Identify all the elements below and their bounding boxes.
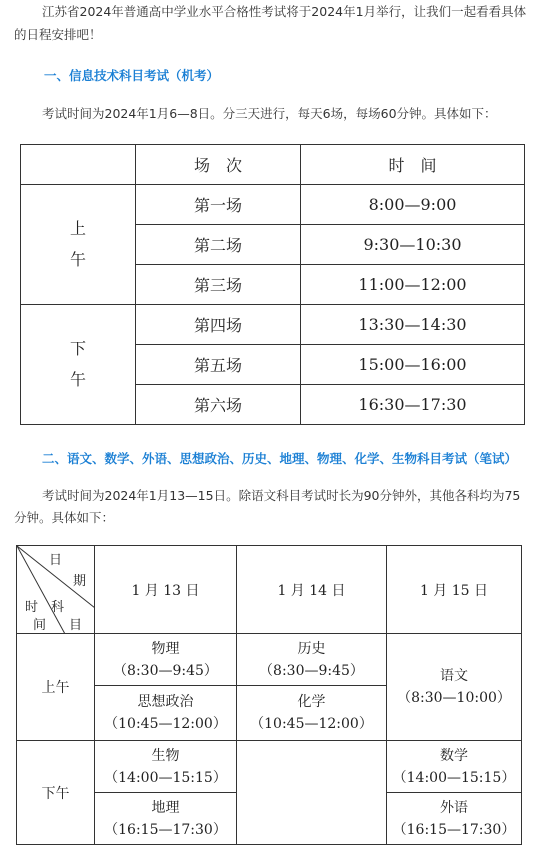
corner-label-ke: 科 (51, 600, 65, 615)
corner-label-mu: 目 (69, 618, 83, 633)
date-header-14: 1 月 14 日 (237, 546, 387, 634)
empty-header-cell (21, 145, 136, 185)
section2-description-line-2: 分钟。具体如下： (14, 510, 115, 525)
time-cell: 16:30—17:30 (301, 385, 525, 425)
corner-label-jian: 间 (33, 618, 47, 633)
section1-heading: 一、信息技术科目考试（机考） (44, 68, 220, 83)
exam-cell-politics: 思想政治 （10:45—12:00） (95, 686, 237, 741)
header-time: 时 间 (301, 145, 525, 185)
intro-line-1: 江苏省2024年普通高中学业水平合格性考试将于2024年1月举行，让我们一起看看具体 (42, 4, 527, 19)
table-row (21, 305, 525, 345)
exam-cell-biology: 生物 （14:00—15:15） (95, 741, 237, 793)
afternoon-label: 下 午 (21, 305, 136, 425)
morning-label: 上午 (17, 634, 95, 741)
time-cell: 9:30—10:30 (301, 225, 525, 265)
table-header-row (21, 145, 525, 185)
session-cell: 第五场 (136, 345, 301, 385)
session-cell: 第六场 (136, 385, 301, 425)
corner-label-ri: 日 (49, 553, 63, 568)
time-cell: 13:30—14:30 (301, 305, 525, 345)
exam-cell-foreign-language: 外语 （16:15—17:30） (387, 793, 522, 845)
intro-line-2: 的日程安排吧！ (14, 27, 102, 42)
date-header-15: 1 月 15 日 (387, 546, 522, 634)
header-session: 场 次 (136, 145, 301, 185)
date-header-13: 1 月 13 日 (95, 546, 237, 634)
afternoon-label: 下午 (17, 741, 95, 845)
written-exam-schedule-table (16, 545, 522, 845)
it-exam-schedule-table (20, 144, 525, 425)
exam-cell-chinese: 语文 （8:30—10:00） (387, 634, 522, 741)
time-cell: 15:00—16:00 (301, 345, 525, 385)
exam-cell-history: 历史 （8:30—9:45） (237, 634, 387, 686)
session-cell: 第三场 (136, 265, 301, 305)
session-cell: 第一场 (136, 185, 301, 225)
exam-cell-chemistry: 化学 （10:45—12:00） (237, 686, 387, 741)
section1-description: 考试时间为2024年1月6—8日。分三天进行，每天6场，每场60分钟。具体如下： (42, 106, 497, 121)
session-cell: 第四场 (136, 305, 301, 345)
exam-cell-physics: 物理 （8:30—9:45） (95, 634, 237, 686)
diagonal-corner-cell (17, 546, 95, 634)
corner-label-shi: 时 (25, 600, 39, 615)
time-cell: 11:00—12:00 (301, 265, 525, 305)
session-cell: 第二场 (136, 225, 301, 265)
time-cell: 8:00—9:00 (301, 185, 525, 225)
morning-label: 上 午 (21, 185, 136, 305)
corner-label-qi: 期 (73, 574, 87, 589)
date-header-row (17, 546, 522, 634)
section2-description-line-1: 考试时间为2024年1月13—15日。除语文科目考试时长为90分钟外，其他各科均为75 (42, 488, 521, 503)
empty-afternoon-14-cell (237, 741, 387, 845)
section2-heading: 二、语文、数学、外语、思想政治、历史、地理、物理、化学、生物科目考试（笔试） (42, 451, 518, 466)
afternoon-row-1 (17, 741, 522, 793)
exam-cell-geography: 地理 （16:15—17:30） (95, 793, 237, 845)
exam-cell-math: 数学 （14:00—15:15） (387, 741, 522, 793)
morning-row-1 (17, 634, 522, 686)
table-row (21, 185, 525, 225)
